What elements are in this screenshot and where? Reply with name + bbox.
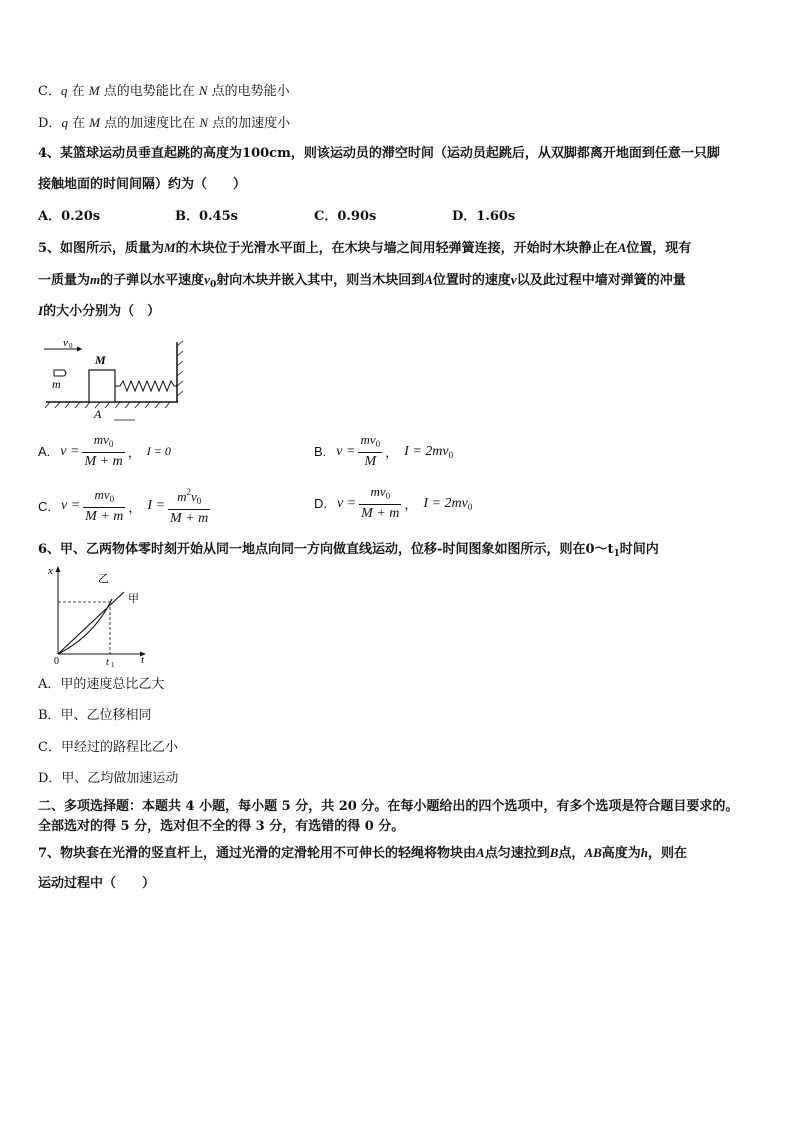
svg-text:A: A — [94, 407, 102, 421]
q6-option-c: C．甲经过的路程比乙小 — [38, 740, 178, 755]
q7-stem-line2: 运动过程中（ ） — [38, 876, 156, 891]
svg-text:t: t — [141, 654, 145, 666]
block-m — [89, 370, 115, 402]
q5-option-b: B. v = $\frac{mv_0}{M}$ ， $I = 2mv_0$ — [314, 432, 454, 469]
q5-option-a: A. v = $\frac{mv_0}{M + m}$ ， I = 0 — [38, 432, 171, 469]
q5-stem-line1: 5、如图所示，质量为M的木块位于光滑水平面上，在木块与墙之间用轻弹簧连接，开始时木块静止在A位置，现有 — [38, 240, 692, 256]
q7-stem-line1: 7、物块套在光滑的竖直杆上，通过光滑的定滑轮用不可伸长的轻绳将物块由A点匀速拉到B点，AB高度为h，则在 — [38, 845, 688, 861]
q4-option-a: A．0.20s — [38, 209, 101, 224]
svg-text:乙: 乙 — [98, 573, 109, 585]
q3-option-c: C．q 在 M 点的电势能比在 N 点的电势能小 — [38, 83, 290, 99]
q5-option-d: D. v = $\frac{mv_0}{M + m}$ ， $I = 2mv_0$ — [314, 484, 473, 521]
q5-spring-block-figure — [38, 334, 188, 424]
svg-text:甲: 甲 — [128, 593, 139, 605]
svg-text:0: 0 — [54, 656, 59, 667]
q6-option-d: D．甲、乙均做加速运动 — [38, 771, 179, 786]
svg-text:0: 0 — [69, 342, 73, 350]
svg-text:t: t — [106, 657, 109, 668]
svg-text:x: x — [48, 565, 53, 577]
q6-xt-graph — [44, 562, 154, 668]
svg-text:1: 1 — [111, 661, 115, 668]
q6-option-a: A．甲的速度总比乙大 — [38, 677, 165, 692]
q5-stem-line2: 一质量为m的子弹以水平速度$v_0$射向木块并嵌入其中，则当木块回到A位置时的速度v以及此过程中墙对弹簧的冲量 — [38, 272, 686, 290]
svg-text:M: M — [95, 353, 106, 367]
q3-option-d: D．q 在 M 点的加速度比在 N 点的加速度小 — [38, 115, 291, 131]
section2-instructions-line1: 二、多项选择题：本题共 4 小题，每小题 5 分，共 20 分。在每小题给出的四个选项中，有多个选项是符合题目要求的。 — [38, 799, 739, 814]
svg-text:m: m — [52, 377, 61, 391]
svg-text:v: v — [63, 337, 68, 349]
q4-option-d: D．1.60s — [452, 209, 516, 224]
q5-option-c: C. v = $\frac{mv_0}{M + m}$ ， I = $\frac{m^2v_0}{M + m}$ — [38, 484, 213, 528]
q6-stem: 6、甲、乙两物体零时刻开始从同一地点向同一方向做直线运动，位移-时间图象如图所示，则在$0\sim t_1$时间内 — [38, 542, 659, 559]
q4-stem-line1: 4、某篮球运动员垂直起跳的高度为100cm，则该运动员的滞空时间（运动员起跳后，从双脚都离开地面到任意一只脚 — [38, 146, 720, 161]
section2-instructions-line2: 全部选对的得 5 分，选对但不全的得 3 分，有选错的得 0 分。 — [38, 819, 405, 834]
q4-option-c: C．0.90s — [314, 209, 377, 224]
q6-option-b: B．甲、乙位移相同 — [38, 708, 152, 723]
q5-stem-line3: I的大小分别为（ ） — [38, 303, 161, 319]
q4-stem-line2: 接触地面的时间间隔）约为（ ） — [38, 177, 247, 192]
bullet-icon — [54, 370, 66, 376]
q4-option-b: B．0.45s — [175, 209, 238, 224]
jia-line — [58, 592, 124, 654]
